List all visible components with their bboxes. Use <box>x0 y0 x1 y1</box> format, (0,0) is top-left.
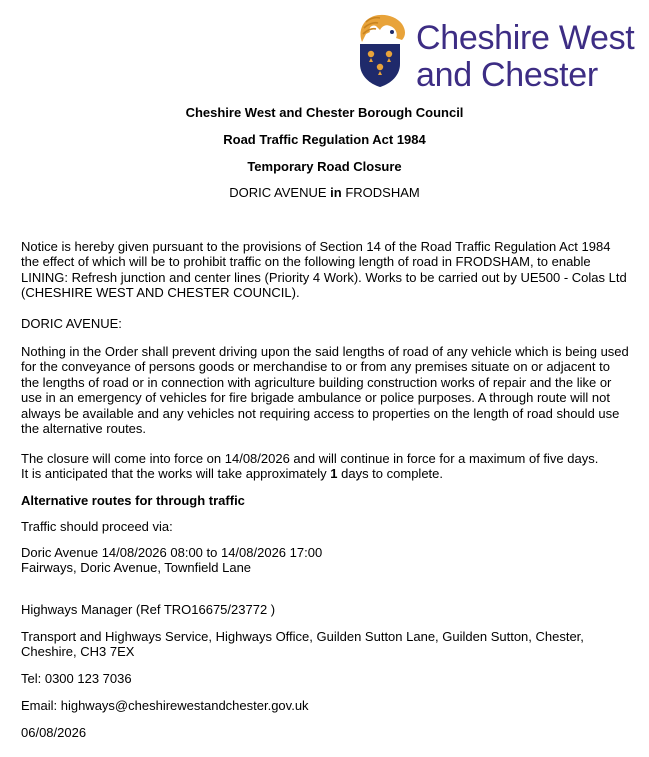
duration-suffix: days to complete. <box>337 466 443 482</box>
route-block <box>21 545 631 576</box>
act-title: Road Traffic Regulation Act 1984 <box>223 132 426 147</box>
highways-manager: Highways Manager (Ref TRO16675/23772 ) <box>21 602 276 617</box>
duration-text <box>21 466 631 481</box>
route-roads: Fairways, Doric Avenue, Townfield Lane <box>21 560 252 576</box>
notice-intro <box>21 239 631 301</box>
email: Email: highways@cheshirewestandchester.gov.uk <box>21 698 309 713</box>
closure-type: Temporary Road Closure <box>247 159 402 174</box>
council-logo <box>352 12 637 92</box>
notice-intro-text: Notice is hereby given pursuant to the provisions of Section 14 of the Road Traffic Regulation Act 1984 the effect of which will be to prohibit traffic on the following length of road in FRODSHAM, to enable LINING: Refresh junction and center lines (Priority 4 Work). Works to be carried out by UE500 - Colas Ltd (CHESHIRE WEST AND CHESTER COUNCIL). <box>21 239 627 301</box>
brand-line-2: and Chester <box>416 56 598 94</box>
council-name: Cheshire West and Chester Borough Council <box>185 105 464 120</box>
address-text: Transport and Highways Service, Highways Office, Guilden Sutton Lane, Guilden Sutton, Chester, Cheshire, CH3 7EX <box>21 629 584 660</box>
lion-crest-icon <box>352 12 408 88</box>
address-block <box>21 629 631 660</box>
road-location <box>0 185 649 201</box>
road-in: in <box>326 185 346 200</box>
route-period: Doric Avenue 14/08/2026 08:00 to 14/08/2026 17:00 <box>21 545 323 560</box>
exemption-text: Nothing in the Order shall prevent driving upon the said lengths of road of any vehicle which is being used for the conveyance of persons goods or merchandise to or from any premises situate on or adjacent to the lengths of road or in connection with agriculture building construction works of repair and the like or use in an emergency of vehicles for fire brigade ambulance or police purposes. A through route will not always be available and any vehicles not requiring access to properties on the length of road should use the alternative routes. <box>21 344 629 437</box>
exemption-paragraph <box>21 344 631 436</box>
duration-days: 1 <box>330 466 338 482</box>
commence-text: The closure will come into force on 14/08/2026 and will continue in force for a maximum of five days. <box>21 451 599 466</box>
road-name: DORIC AVENUE <box>229 185 327 200</box>
duration-prefix: It is anticipated that the works will take approximately <box>21 466 331 482</box>
commencement-paragraph <box>21 451 631 482</box>
notice-date: 06/08/2026 <box>21 725 87 740</box>
town-name: FRODSHAM <box>345 185 420 200</box>
road-heading: DORIC AVENUE: <box>21 316 122 331</box>
telephone: Tel: 0300 123 7036 <box>21 671 132 686</box>
brand-line-1: Cheshire West <box>416 19 635 57</box>
alternative-routes-heading: Alternative routes for through traffic <box>21 493 245 508</box>
proceed-via: Traffic should proceed via: <box>21 519 173 534</box>
